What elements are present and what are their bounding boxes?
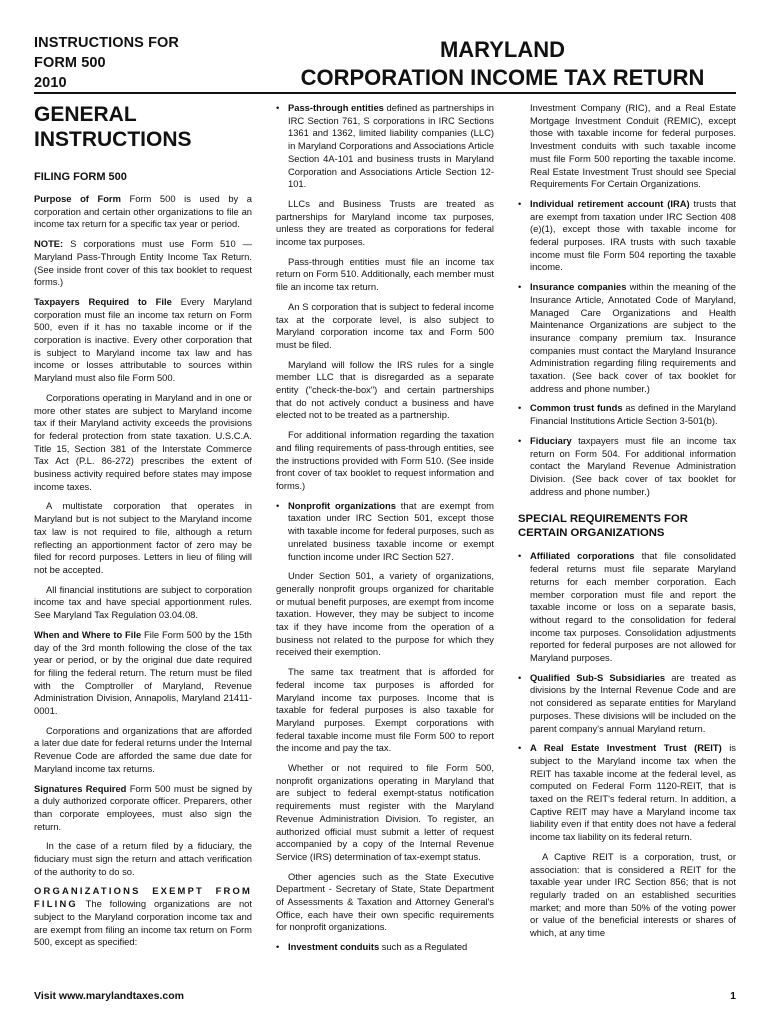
form-identifier-line: INSTRUCTIONS FOR	[34, 35, 179, 51]
paragraph-fiduciary: In the case of a return filed by a fiduciary, the fiduciary must sign the return and attach verification of the authority to do so.	[34, 840, 252, 877]
document-title-line: CORPORATION INCOME TAX RETURN	[300, 65, 705, 90]
paragraph-llcs: LLCs and Business Trusts are treated as partnerships for Maryland income tax purposes, unless they are treated as corporations for federal income tax purposes.	[276, 197, 494, 248]
list-item-reit: • A Real Estate Investment Trust (REIT) is subject to the Maryland income tax when the REIT has taxable income at the federal level, as computed on Federal Form 1120-REIT, that is taxed on the REIT's federal return. In addition, a Captive REIT may have a Maryland income tax liability even if that entity does not have a federal income tax liability on its federal return.	[518, 742, 736, 844]
list-item-pass-through: • Pass-through entities defined as partnerships in IRC Section 761, S corporations in IRC Sections 1361 and 1362, limited liability companies (LLC) in Maryland Corporations and Associations Article Section 4A-101 and business trusts in Maryland Corporation and Associations Article Section 12-101.	[276, 102, 494, 191]
paragraph-taxpayers-required: Taxpayers Required to File Every Maryland corporation must file an income tax return on Form 500, even if it has no taxable income or if the corporation is inactive. Every other corporation that is subject to Maryland income tax law and has income or losses attributable to sources within Maryland must also file Form 500.	[34, 295, 252, 384]
paragraph-investment-conduits-cont: Investment Company (RIC), and a Real Estate Mortgage Investment Conduit (REMIC), except those with taxable income for federal purposes. Investment conduits with such taxable income must file Form 500 reporting the taxable income. Real Estate Investment Trust should see Special Requirements For Certain Organizations.	[530, 102, 736, 190]
column-1	[34, 102, 252, 982]
paragraph-note: NOTE: S corporations must use Form 510 — Maryland Pass-Through Entity Income Tax Return. (See inside front cover of this tax booklet to request forms.)	[34, 238, 252, 288]
exempt-list-part-3	[276, 941, 494, 954]
paragraph-irs-rules: Maryland will follow the IRS rules for a single member LLC that is disregarded as a separate entity ("check-the-box") and certain partnerships that do not actively conduct a business and have elected not to be treated as a partnership.	[276, 358, 494, 421]
paragraph-operating: Corporations operating in Maryland and in one or more other states are subject to Maryland income tax if their Maryland activity exceeds the provisions for federal protection from state taxation. U.S.C.A. Title 15, Section 381 of the Interstate Commerce Tax Act (P.L. 86-272) prescribes the extent of business activity required before states may impose income taxes.	[34, 391, 252, 492]
form-identifier-line: FORM 500	[34, 55, 106, 71]
paragraph-financial: All financial institutions are subject to corporation income tax and have special apportionment rules. See Maryland Tax Regulation 03.04.08.	[34, 583, 252, 621]
paragraph-multistate: A multistate corporation that operates in Maryland but is not subject to the Maryland income tax law is not required to file, although a return reflecting an apportionment factor of zero may be filed for record purposes. Letters in lieu of filing will not be accepted.	[34, 500, 252, 575]
form-identifier-line: 2010	[34, 75, 67, 91]
footer-website-link[interactable]: Visit www.marylandtaxes.com	[34, 990, 184, 1002]
document-title-line: MARYLAND	[439, 37, 566, 62]
list-item-common-trust: • Common trust funds as defined in the Maryland Financial Institutions Article Section 3-501(b).	[518, 402, 736, 427]
subheading-filing-form: FILING FORM 500	[34, 171, 127, 183]
page-number: 1	[730, 990, 736, 1002]
document-title	[270, 36, 735, 92]
section-heading: GENERAL INSTRUCTIONS	[34, 103, 192, 151]
paragraph-signatures: Signatures Required Form 500 must be signed by a duly authorized corporate officer. Preparers, other than corporate employees, must also sign the return.	[34, 782, 252, 832]
list-item-investment-conduits: • Investment conduits such as a Regulated	[276, 941, 494, 954]
paragraph-s-corporation: An S corporation that is subject to federal income tax at the corporate level, is also subject to Maryland corporation income tax and Form 500 must be filed.	[276, 300, 494, 350]
form-identifier	[34, 33, 179, 93]
paragraph-whether-required: Whether or not required to file Form 500, nonprofit organizations operating in Maryland that are subject to federal exempt-status notification requirements must register with the Maryland Revenue Administration Division. To register, an authorized official must submit a letter of request accompanied by a copy of the Internal Revenue Service (IRS) determination of tax-exempt status.	[276, 762, 494, 862]
paragraph-captive-reit: A Captive REIT is a corporation, trust, or association: that is considered a REIT for the taxable year under IRC Section 856; that is not regularly traded on an established securities market; and more than 50% of the voting power or value of the beneficial interests or shares of which, at any time	[530, 850, 736, 939]
special-requirements-heading: SPECIAL REQUIREMENTS FOR CERTAIN ORGANIZATIONS	[518, 513, 688, 540]
list-item-nonprofit: • Nonprofit organizations that are exempt from taxation under IRC Section 501, except those with taxable income for federal purposes, such as unrelated business taxable income or exempt function income under IRC Section 527.	[276, 500, 494, 564]
column-3	[518, 102, 736, 982]
list-item-ira: • Individual retirement account (IRA) trusts that are exempt from taxation under IRC Section 408 (e)(1), except those with taxable income for federal purposes. IRA trusts with such taxable income must file Form 504 reporting the taxable income.	[518, 198, 736, 274]
list-item-affiliated: • Affiliated corporations that file consolidated federal returns must file separate Maryland returns for each member corporation. Each member corporation must file and report the taxable income or loss on a separate basis, without regard to the consolidation for federal income tax purposes. Consolidation adjustments reported for federal purposes are not allowed for Maryland purposes.	[518, 550, 736, 664]
column-2	[276, 102, 494, 982]
special-requirements-list	[518, 550, 736, 843]
paragraph-pass-through-file: Pass-through entities must file an income tax return on Form 510. Additionally, each member must file an income tax return.	[276, 255, 494, 293]
exempt-list-part-2	[276, 500, 494, 564]
paragraph-same-treatment: The same tax treatment that is afforded for federal income tax purposes is afforded for Maryland income tax purposes. Income that is taxable for federal purposes is also taxable for Maryland purposes. Exempt corporations with federal taxable income must file Form 500 to report the income and pay the tax.	[276, 666, 494, 754]
paragraph-when-where: When and Where to File File Form 500 by the 15th day of the 3rd month following the close of the tax year or period, or by the original due date required for filing the federal return. The return must be filed with the Comptroller of Maryland, Revenue Administration Division, Annapolis, Maryland 21411-0001.	[34, 628, 252, 717]
paragraph-additional-info: For additional information regarding the taxation and filing requirements of pass-through entities, see the instructions provided with Form 510. (See inside front cover of tax booklet to request information and forms.)	[276, 429, 494, 491]
paragraph-later-due-date: Corporations and organizations that are afforded a later due date for federal returns under the Internal Revenue Code are afforded the same due date for Maryland income tax returns.	[34, 724, 252, 774]
paragraph-other-agencies: Other agencies such as the State Executive Department - Secretary of State, State Department of Assessments & Taxation and Attorney General's Office, each have their own specific requirements for nonprofit organizations.	[276, 870, 494, 933]
list-item-fiduciary: • Fiduciary taxpayers must file an income tax return on Form 504. For additional information contact the Maryland Revenue Administration Division. (See back cover of tax booklet for address and phone number.)	[518, 435, 736, 499]
list-item-insurance: • Insurance companies within the meaning of the Insurance Article, Annotated Code of Maryland, Managed Care Organizations and Health Maintenance Organizations are subject to the insurance company premium tax. Insurance companies must contact the Maryland Insurance Administration regarding filing requirements and taxation. (See back cover of tax booklet for address and phone number.)	[518, 281, 736, 395]
list-item-qsub: • Qualified Sub-S Subsidiaries are treated as divisions by the Internal Revenue Code and are not considered as separate entities for Maryland purposes. These divisions will be included on the parent company's annual Maryland return.	[518, 672, 736, 736]
exempt-list-part-4	[518, 198, 736, 498]
paragraph-organizations-exempt: ORGANIZATIONS EXEMPT FROM FILING The following organizations are not subject to the Maryland corporation income tax and are exempt from filing an income tax return on Form 500, except as specified:	[34, 885, 252, 948]
paragraph-section-501: Under Section 501, a variety of organizations, generally nonprofit groups organized for charitable or mutual benefit purposes, are exempt from income taxation. However, they may be subject to income tax if they have income from the operation of a business not related to the purpose for which they received their exemption.	[276, 570, 494, 658]
header-divider	[34, 92, 736, 94]
paragraph-purpose: Purpose of Form Form 500 is used by a corporation and certain other organizations to file an income tax return for a specific tax year or period.	[34, 193, 252, 230]
exempt-list-part-1	[276, 102, 494, 191]
